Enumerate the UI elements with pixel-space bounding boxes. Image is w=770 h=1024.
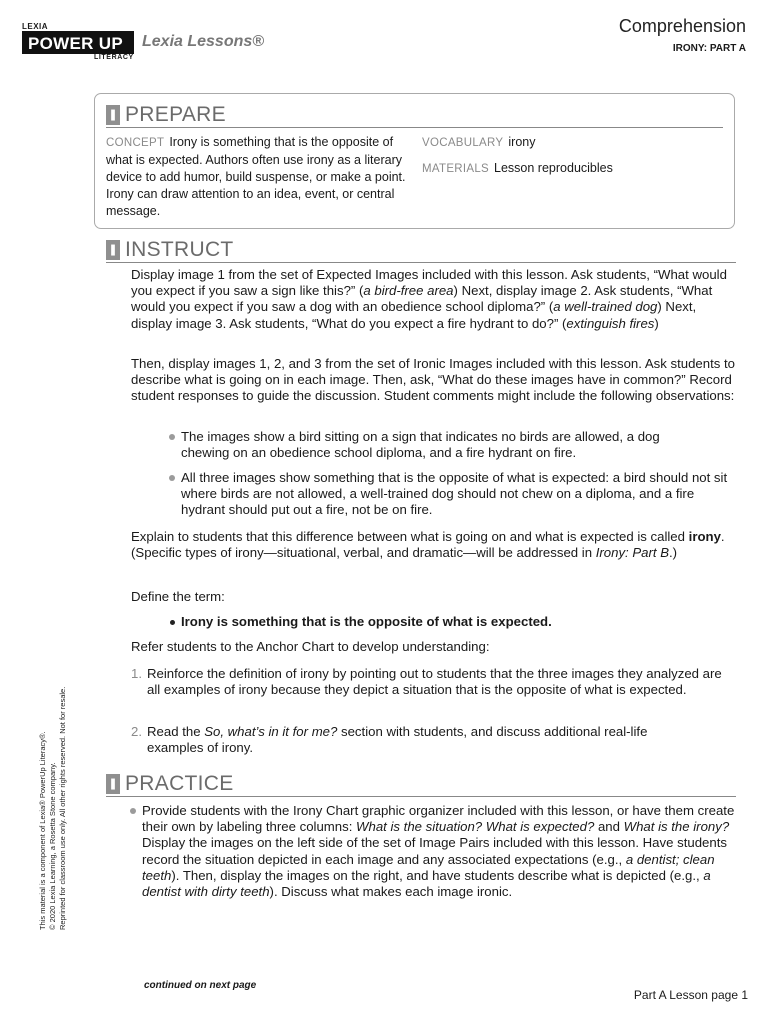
- p1-text-d: ): [654, 315, 659, 331]
- page-number: Part A Lesson page 1: [633, 988, 748, 1002]
- instruct-bullet-1: The images show a bird sitting on a sign that indicates no birds are allowed, a dog chewing on an obedience school diploma, and a fire hydrant on fire.: [181, 429, 660, 461]
- p3-text-a: Explain to students that this difference between what is going on and what is expected is called: [131, 529, 689, 544]
- section-marker-icon: ❚: [106, 240, 120, 260]
- p1-text-b: ) Next, display image 2. Ask students, “What would you expect if you saw a dog with an obedience school diploma?” (: [131, 283, 713, 315]
- p1-italic-a: a bird-free area: [363, 283, 454, 299]
- copyright-line-2: © 2020 Lexia Learning, a Rosetta Stone company.: [48, 762, 57, 930]
- concept-text: Irony is something that is the opposite of what is expected. Authors often use irony as a literary device to add humor, build suspense, or make a point. Irony can draw attention to an idea, event, or central message.: [106, 135, 406, 218]
- instruct-bullet-2: All three images show something that is the opposite of what is expected: a bird should not sit where birds are not allowed, a well-trained dog should not chew on a diploma, and a fire hydrant should put out a fire, not be on fire.: [181, 470, 728, 518]
- n2-italic: So, what’s in it for me?: [204, 724, 338, 739]
- bullet-dot-icon: [130, 808, 136, 814]
- copyright-line-1: This material is a component of Lexia® PowerUp Literacy®.: [38, 731, 47, 930]
- define-label: Define the term:: [131, 589, 225, 604]
- logo-lessons-text: Lexia Lessons®: [142, 33, 265, 50]
- p3-bold-term: irony: [688, 529, 721, 544]
- logo-lexia-text: LEXIA: [22, 22, 49, 31]
- p1-italic-b: a well-trained dog: [553, 299, 658, 315]
- p1-text-c: ) Next, display image 3. Ask students, “What do you expect a fire hydrant to do?” (: [131, 299, 697, 331]
- instruct-paragraph-2: Then, display images 1, 2, and 3 from the set of Ironic Images included with this lesson. Ask students to describe what is going on in each image. Then, ask, “What do these images have in common?” Record student responses to guide the discussion. Student comments might include the following observations:: [131, 356, 736, 404]
- section-marker-icon: ❚: [106, 105, 120, 125]
- pb1-text-e: Display the images on the left side of the set of Image Pairs included with this lesson. Have students record the situation depicted in each image and any associated expectations (e.g.,: [142, 835, 727, 867]
- pb1-text-c: and: [594, 819, 624, 835]
- copyright-line-3: Reprinted for classroom use only. All other rights reserved. Not for resale.: [58, 686, 67, 930]
- p3-text-e: .): [669, 545, 678, 561]
- logo-powerup-text: POWER UP: [28, 34, 123, 53]
- materials-text: Lesson reproducibles: [494, 161, 613, 175]
- page-title: Comprehension: [618, 16, 746, 36]
- logo-powerup-box: [22, 31, 134, 54]
- logo-literacy-text: LITERACY: [94, 54, 134, 61]
- pb1-italic-h: a dentist with dirty teeth: [142, 867, 711, 900]
- prepare-concept: [106, 134, 406, 220]
- prepare-heading: [106, 103, 226, 127]
- step-1-text: Reinforce the definition of irony by pointing out to students that the three images they analyzed are all examples of irony because they depict a situation that is the opposite of what is expected.: [147, 666, 722, 698]
- p1-italic-c: extinguish fires: [566, 315, 655, 331]
- prepare-vocabulary: [422, 134, 536, 152]
- definition-text: Irony is something that is the opposite of what is expected.: [181, 614, 552, 629]
- page-subtitle: IRONY: PART A: [672, 43, 746, 54]
- instruct-rule: [106, 262, 736, 263]
- practice-rule: [106, 796, 736, 797]
- pb1-text-i: ). Discuss what makes each image ironic.: [269, 884, 513, 900]
- pb1-text-a: Provide students with the Irony Chart graphic organizer included with this lesson, or have them create their own by labeling three columns:: [142, 803, 735, 835]
- vocabulary-text: irony: [508, 135, 536, 149]
- section-marker-icon: ❚: [106, 774, 120, 794]
- instruct-heading-label: INSTRUCT: [125, 238, 234, 261]
- p3-text-c: . (Specific types of irony—situational, verbal, and dramatic—will be addressed in: [131, 529, 725, 561]
- bullet-dot-icon: [170, 620, 175, 625]
- prepare-rule: [106, 127, 723, 128]
- prepare-materials: [422, 160, 613, 178]
- practice-heading: [106, 772, 234, 796]
- anchor-chart-instruction: Refer students to the Anchor Chart to develop understanding:: [131, 639, 490, 654]
- pb1-text-g: ). Then, display the images on the right, and have students describe what is depicted (e.g.,: [171, 867, 704, 883]
- step-2-text: [147, 724, 707, 756]
- materials-tag: MATERIALS: [422, 163, 490, 175]
- n2-text-a: Read the: [147, 724, 205, 739]
- prepare-heading-label: PREPARE: [125, 103, 226, 126]
- practice-bullet-1: [142, 803, 737, 900]
- concept-tag: CONCEPT: [106, 137, 165, 149]
- bullet-dot-icon: [169, 475, 175, 481]
- n2-text-c: section with students, and discuss additional real-life examples of irony.: [147, 724, 648, 756]
- p1-text-a: Display image 1 from the set of Expected Images included with this lesson. Ask students, “What would you expect if you saw a sign like this?” (: [131, 267, 727, 299]
- pb1-italic-b: What is the situation? What is expected?: [356, 819, 595, 835]
- step-2-number: 2.: [131, 724, 142, 739]
- pb1-italic-f: a dentist; clean teeth: [142, 851, 715, 883]
- practice-heading-label: PRACTICE: [125, 772, 234, 795]
- instruct-paragraph-1: [131, 267, 731, 332]
- copyright-sidebar: [38, 687, 68, 930]
- continued-note: continued on next page: [144, 980, 257, 991]
- bullet-dot-icon: [169, 434, 175, 440]
- pb1-italic-d: What is the irony?: [623, 819, 730, 835]
- instruct-paragraph-3: [131, 529, 741, 561]
- p3-italic-ref: Irony: Part B: [595, 545, 670, 561]
- step-1-number: 1.: [131, 666, 142, 681]
- vocabulary-tag: VOCABULARY: [422, 137, 504, 149]
- instruct-heading: [106, 238, 234, 262]
